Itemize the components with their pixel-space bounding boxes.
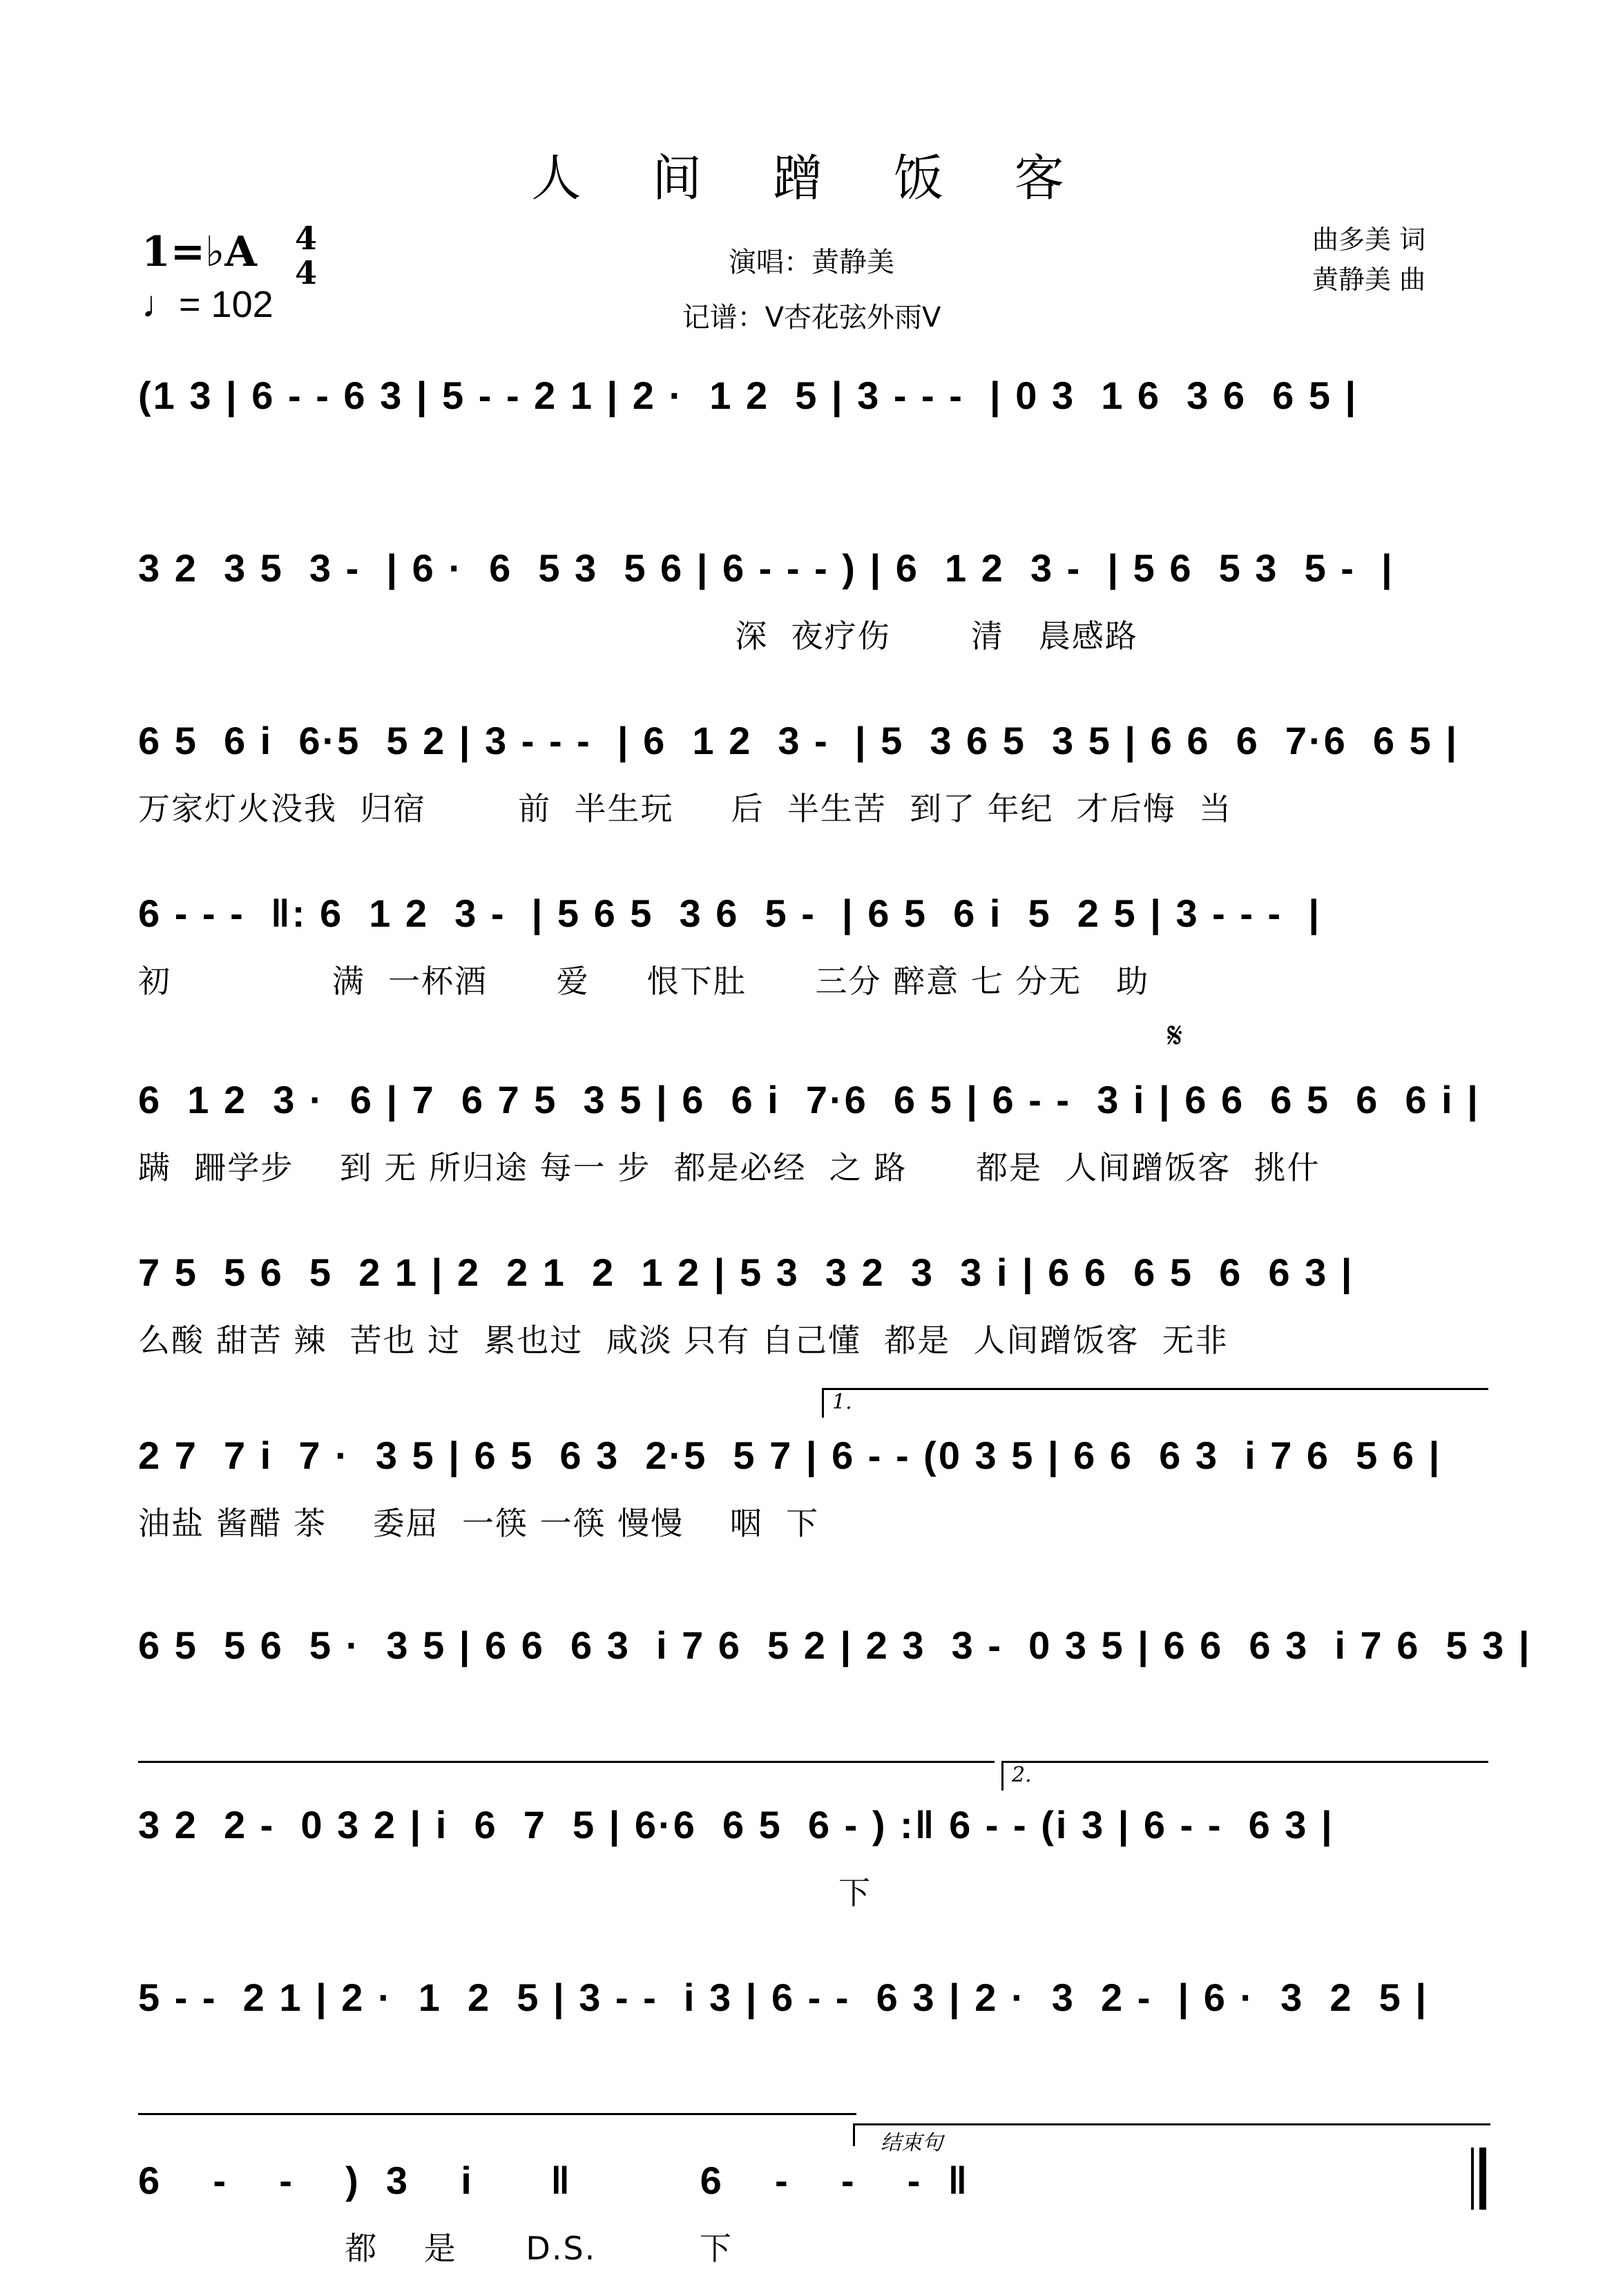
final-thin-barline bbox=[1471, 2148, 1474, 2210]
score-row-9 bbox=[138, 1802, 1492, 1913]
notes-line: 6 5 6 i 6·5 5 2 | 3 - - - | 6 1 2 3 - | 5 3 6 5 3 5 | 6 6 6 7·6 6 5 | bbox=[138, 719, 1459, 762]
notes-line: 6 5 5 6 5 · 3 5 | 6 6 6 3 i 7 6 5 2 | 2 3 3 - 0 3 5 | 6 6 6 3 i 7 6 5 3 | bbox=[138, 1623, 1532, 1667]
song-title: 人 间 蹭 饭 客 bbox=[531, 149, 1092, 207]
score-row-11 bbox=[138, 2158, 1492, 2268]
notes-line: 3 2 2 - 0 3 2 | i 6 7 5 | 6·6 6 5 6 - ) :‖ 6 - - (i 3 | 6 - - 6 3 | bbox=[138, 1803, 1334, 1846]
volta-1-continuation bbox=[138, 1761, 995, 1763]
lyrics-line: 初 满 一杯酒 爱 恨下肚 三分 醉意 七 分无 助 bbox=[138, 963, 1150, 1000]
notes-line: 5 - - 2 1 | 2 · 1 2 5 | 3 - - i 3 | 6 - - 6 3 | 2 · 3 2 - | 6 · 3 2 5 | bbox=[138, 1976, 1429, 2019]
score-row-5 bbox=[138, 1077, 1492, 1188]
composer-credit: 黄静美 曲 bbox=[1312, 264, 1426, 295]
time-signature-bottom: 4 bbox=[294, 254, 317, 291]
lyrics-line bbox=[138, 1688, 1492, 1730]
score-row-10 bbox=[138, 1975, 1492, 2085]
segno-sign: 𝄋 bbox=[1167, 1015, 1183, 1057]
notes-line: 6 - - - ‖: 6 1 2 3 - | 5 6 5 3 6 5 - | 6 5 6 i 5 2 5 | 3 - - - | bbox=[138, 891, 1321, 935]
singer-credit: 演唱：黄静美 bbox=[729, 247, 894, 278]
notes-line: 6 1 2 3 · 6 | 7 6 7 5 3 5 | 6 6 i 7·6 6 5 | 6 - - 3 i | 6 6 6 5 6 6 i | bbox=[138, 1078, 1480, 1121]
time-signature-top: 4 bbox=[294, 220, 317, 257]
lyrics-line: 下 bbox=[138, 1874, 872, 1911]
key-signature: 1=♭A bbox=[142, 228, 257, 276]
lyrics-line: 都 是 D.S. 下 bbox=[138, 2230, 733, 2267]
lyrics-line: 蹒 跚学步 到 无 所归途 每一 步 都是必经 之 路 都是 人间蹭饭客 挑什 bbox=[138, 1149, 1321, 1186]
credits-block bbox=[1312, 220, 1519, 300]
volta-1-bracket: 1. bbox=[822, 1388, 1488, 1418]
score-row-1 bbox=[138, 373, 1492, 483]
lyrics-line bbox=[138, 2041, 1492, 2082]
tempo-marking: ♩= 102 bbox=[142, 284, 273, 325]
notes-line: 2 7 7 i 7 · 3 5 | 6 5 6 3 2·5 5 7 | 6 - - (0 3 5 | 6 6 6 3 i 7 6 5 6 | bbox=[138, 1434, 1442, 1477]
notes-line: (1 3 | 6 - - 6 3 | 5 - - 2 1 | 2 · 1 2 5 | 3 - - - | 0 3 1 6 3 6 6 5 | bbox=[138, 374, 1358, 417]
score-row-4 bbox=[138, 891, 1492, 1001]
final-thick-barline bbox=[1479, 2148, 1486, 2210]
notes-line: 3 2 3 5 3 - | 6 · 6 5 3 5 6 | 6 - - - ) | 6 1 2 3 - | 5 6 5 3 5 - | bbox=[138, 546, 1394, 590]
transcriber-credit: 记谱：V杏花弦外雨V bbox=[682, 302, 941, 334]
score-row-7 bbox=[138, 1433, 1492, 1543]
lyricist-credit: 曲多美 词 bbox=[1312, 224, 1426, 255]
volta-2-bracket: 2. bbox=[1001, 1761, 1488, 1791]
lyrics-line bbox=[138, 438, 1492, 480]
score-row-2 bbox=[138, 546, 1492, 656]
notes-line: 7 5 5 6 5 2 1 | 2 2 1 2 1 2 | 5 3 3 2 3 3 i | 6 6 6 5 6 6 3 | bbox=[138, 1251, 1354, 1294]
lyrics-line: 么酸 甜苦 辣 苦也 过 累也过 咸淡 只有 自己懂 都是 人间蹭饭客 无非 bbox=[138, 1322, 1229, 1359]
ending-bracket bbox=[853, 2123, 1490, 2146]
score-row-3 bbox=[138, 718, 1492, 829]
volta-2-continuation bbox=[138, 2113, 856, 2115]
lyrics-line: 万家灯火没我 归宿 前 半生玩 后 半生苦 到了 年纪 才后悔 当 bbox=[138, 790, 1233, 827]
score-row-8 bbox=[138, 1623, 1532, 1733]
ending-label: 结束句 bbox=[881, 2131, 943, 2155]
score-row-6 bbox=[138, 1250, 1492, 1360]
lyrics-line: 深 夜疗伤 清 晨感路 bbox=[138, 617, 1138, 655]
lyrics-line: 油盐 酱醋 茶 委屈 一筷 一筷 慢慢 咽 下 bbox=[138, 1505, 819, 1542]
notes-line: 6 - - ) 3 i ‖ 6 - - - ‖ bbox=[138, 2159, 970, 2202]
